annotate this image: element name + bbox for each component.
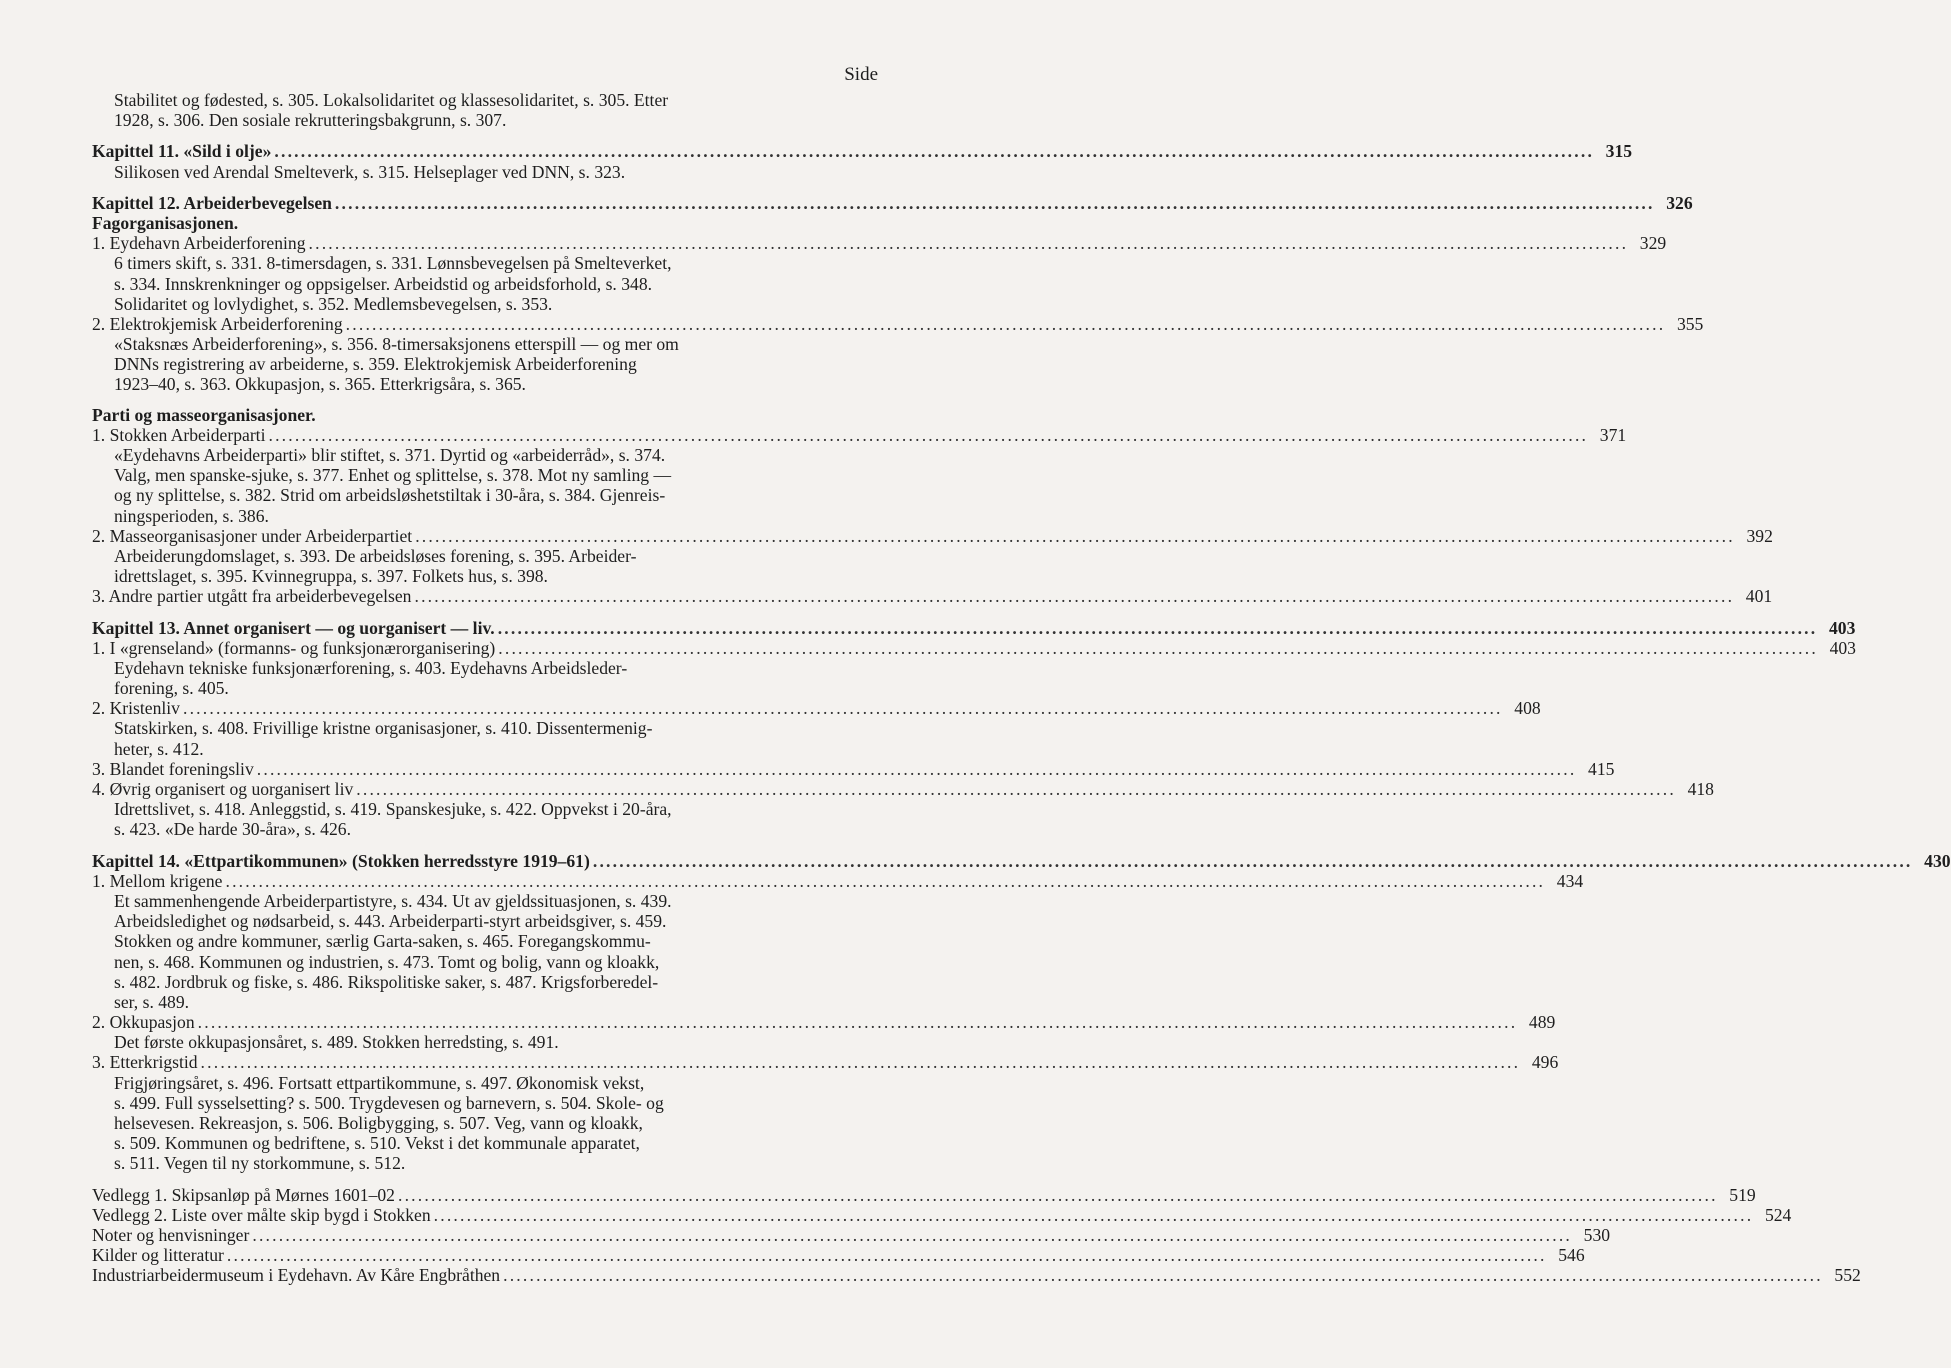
toc-description-line: Arbeidsledighet og nødsarbeid, s. 443. Arbeiderparti-styrt arbeidsgiver, s. 459. bbox=[114, 911, 667, 932]
toc-entry-title: Kapittel 12. Arbeiderbevegelsen bbox=[92, 192, 332, 213]
dot-leader: ........................................................................................................................................................................................................ bbox=[497, 617, 1818, 638]
toc-entry-title: Kapittel 13. Annet organisert — og uorganisert — liv. bbox=[92, 617, 495, 638]
dot-leader: ........................................................................................................................................................................................................ bbox=[503, 1265, 1823, 1286]
dot-leader: ........................................................................................................................................................................................................ bbox=[415, 525, 1735, 546]
toc-page-number: 418 bbox=[1687, 779, 1714, 799]
toc-description-line: Fagorganisasjonen. bbox=[92, 212, 239, 233]
toc-page-number: 546 bbox=[1558, 1245, 1585, 1266]
toc-description-line: s. 423. «De harde 30-åra», s. 426. bbox=[114, 819, 351, 840]
toc-description-line: s. 499. Full sysselsetting? s. 500. Trygdevesen og barnevern, s. 504. Skole- og bbox=[114, 1092, 664, 1113]
toc-entry bbox=[92, 525, 1773, 546]
toc-entry-title: Vedlegg 1. Skipsanløp på Mørnes 1601–02 bbox=[92, 1184, 395, 1205]
toc-page-number: 329 bbox=[1639, 233, 1667, 254]
toc-entry-title: Vedlegg 2. Liste over målte skip bygd i Stokken bbox=[92, 1204, 431, 1225]
toc-description-line: 1928, s. 306. Den sosiale rekrutteringsbakgrunn, s. 307. bbox=[114, 110, 507, 131]
toc-page-number: 401 bbox=[1745, 586, 1773, 607]
toc-entry-title: Kilder og litteratur bbox=[92, 1245, 224, 1266]
toc-page-number: 430 bbox=[1924, 850, 1951, 871]
toc-entry bbox=[92, 850, 1951, 871]
toc-entry-title: 2. Masseorganisasjoner under Arbeiderpartiet bbox=[92, 525, 413, 546]
toc-page-number: 355 bbox=[1676, 313, 1704, 334]
dot-leader: ........................................................................................................................................................................................................ bbox=[334, 192, 1655, 213]
dot-leader: ........................................................................................................................................................................................................ bbox=[182, 698, 1503, 719]
toc-entry-title: 1. I «grenseland» (formanns- og funksjonærorganisering) bbox=[92, 637, 496, 658]
toc-entry bbox=[92, 424, 1627, 445]
toc-entry-title: 1. Mellom krigene bbox=[92, 870, 223, 891]
dot-leader: ........................................................................................................................................................................................................ bbox=[226, 1245, 1547, 1266]
dot-leader: ........................................................................................................................................................................................................ bbox=[268, 424, 1589, 445]
toc-page-number: 403 bbox=[1829, 637, 1856, 658]
dot-leader: ........................................................................................................................................................................................................ bbox=[345, 313, 1666, 334]
toc-description-line: Det første okkupasjonsåret, s. 489. Stokken herredsting, s. 491. bbox=[114, 1032, 559, 1053]
toc-description-line: Parti og masseorganisasjoner. bbox=[92, 404, 316, 425]
toc-entry bbox=[92, 1224, 1611, 1245]
toc-entry bbox=[92, 586, 1773, 607]
dot-leader: ........................................................................................................................................................................................................ bbox=[397, 1184, 1718, 1205]
toc-description-line: Valg, men spanske-sjuke, s. 377. Enhet og splittelse, s. 378. Mot ny samling — bbox=[114, 465, 672, 486]
toc-entry-title: 2. Elektrokjemisk Arbeiderforening bbox=[92, 313, 343, 334]
toc-entry bbox=[92, 233, 1667, 254]
dot-leader: ........................................................................................................................................................................................................ bbox=[592, 850, 1913, 871]
toc-entry-title: Noter og henvisninger bbox=[92, 1224, 250, 1245]
toc-entry-title: 3. Etterkrigstid bbox=[92, 1052, 198, 1073]
toc-page-number: 408 bbox=[1514, 698, 1541, 719]
toc-entry bbox=[92, 1184, 1756, 1205]
toc-entry bbox=[92, 758, 1615, 779]
toc-page-number: 496 bbox=[1531, 1052, 1559, 1073]
toc-description-line: Arbeiderungdomslaget, s. 393. De arbeidsløses forening, s. 395. Arbeider- bbox=[114, 545, 637, 566]
toc-description-line: s. 509. Kommunen og bedriftene, s. 510. Vekst i det kommunale apparatet, bbox=[114, 1133, 640, 1154]
toc-page-number: 415 bbox=[1588, 758, 1615, 779]
toc-entry-title: 1. Stokken Arbeiderparti bbox=[92, 424, 266, 445]
dot-leader: ........................................................................................................................................................................................................ bbox=[414, 586, 1735, 607]
toc-page-number: 530 bbox=[1583, 1224, 1611, 1245]
toc-entry bbox=[92, 1265, 1861, 1286]
toc-description-line: Et sammenhengende Arbeiderpartistyre, s. 434. Ut av gjeldssituasjonen, s. 439. bbox=[114, 890, 672, 911]
toc-description-line: nen, s. 468. Kommunen og industrien, s. 473. Tomt og bolig, vann og kloakk, bbox=[114, 951, 660, 972]
toc-description-line: forening, s. 405. bbox=[114, 678, 229, 699]
toc-description-line: Stokken og andre kommuner, særlig Garta-saken, s. 465. Foregangskommu- bbox=[114, 931, 651, 952]
toc-page-number: 489 bbox=[1528, 1012, 1556, 1033]
toc-description-line: «Staksnæs Arbeiderforening», s. 356. 8-timersaksjonens etterspill — og mer om bbox=[114, 334, 679, 355]
toc-description-line: ningsperioden, s. 386. bbox=[114, 505, 269, 526]
toc-entry bbox=[92, 870, 1584, 891]
toc-description-line: Frigjøringsåret, s. 496. Fortsatt ettpartikommune, s. 497. Økonomisk vekst, bbox=[114, 1072, 645, 1093]
toc-page-number: 552 bbox=[1834, 1265, 1861, 1286]
toc-entry-title: Industriarbeidermuseum i Eydehavn. Av Kåre Engbråthen bbox=[92, 1265, 501, 1286]
toc-entry-title: 3. Andre partier utgått fra arbeiderbevegelsen bbox=[92, 586, 412, 607]
toc-description-line: 6 timers skift, s. 331. 8-timersdagen, s. 331. Lønnsbevegelsen på Smelteverket, bbox=[114, 253, 672, 274]
toc-entry bbox=[92, 698, 1541, 719]
toc-description-line: 1923–40, s. 363. Okkupasjon, s. 365. Etterkrigsåra, s. 365. bbox=[114, 374, 526, 395]
dot-leader: ........................................................................................................................................................................................................ bbox=[256, 758, 1577, 779]
toc-page-number: 392 bbox=[1746, 525, 1773, 546]
toc-description-line: Stabilitet og fødested, s. 305. Lokalsolidaritet og klassesolidaritet, s. 305. Etter bbox=[114, 90, 669, 110]
toc-entry-title: Kapittel 11. «Sild i olje» bbox=[92, 141, 272, 162]
toc-entry bbox=[92, 617, 1856, 638]
dot-leader: ........................................................................................................................................................................................................ bbox=[197, 1012, 1518, 1033]
toc-entry bbox=[92, 1012, 1556, 1033]
toc-entry bbox=[92, 313, 1704, 334]
toc-description-line: s. 482. Jordbruk og fiske, s. 486. Rikspolitiske saker, s. 487. Krigsforberedel- bbox=[114, 971, 659, 992]
dot-leader: ........................................................................................................................................................................................................ bbox=[225, 870, 1546, 891]
toc-page-number: 403 bbox=[1828, 617, 1856, 638]
toc-entry bbox=[92, 637, 1856, 658]
toc-entry bbox=[92, 1052, 1559, 1073]
toc-page-number: 315 bbox=[1605, 141, 1633, 162]
toc-entry-title: 2. Okkupasjon bbox=[92, 1012, 195, 1033]
toc-description-line: idrettslaget, s. 395. Kvinnegruppa, s. 397. Folkets hus, s. 398. bbox=[114, 566, 548, 587]
toc-page-number: 519 bbox=[1729, 1184, 1756, 1205]
toc-entry-title: 2. Kristenliv bbox=[92, 698, 180, 719]
dot-leader: ........................................................................................................................................................................................................ bbox=[308, 233, 1629, 254]
dot-leader: ........................................................................................................................................................................................................ bbox=[200, 1052, 1521, 1073]
toc-description-line: Silikosen ved Arendal Smelteverk, s. 315. Helseplager ved DNN, s. 323. bbox=[114, 161, 626, 182]
dot-leader: ........................................................................................................................................................................................................ bbox=[252, 1224, 1573, 1245]
toc-page-number: 326 bbox=[1666, 192, 1693, 213]
table-of-contents bbox=[92, 90, 1951, 1286]
toc-entry bbox=[92, 141, 1633, 162]
toc-description-line: heter, s. 412. bbox=[114, 738, 204, 759]
page-column-header: Side bbox=[844, 64, 878, 85]
toc-description-line: DNNs registrering av arbeiderne, s. 359. Elektrokjemisk Arbeiderforening bbox=[114, 354, 637, 375]
dot-leader: ........................................................................................................................................................................................................ bbox=[498, 637, 1818, 658]
toc-description-line: Idrettslivet, s. 418. Anleggstid, s. 419. Spanskesjuke, s. 422. Oppvekst i 20-åra, bbox=[114, 799, 672, 820]
toc-page-number: 524 bbox=[1764, 1204, 1792, 1225]
toc-entry-title: Kapittel 14. «Ettpartikommunen» (Stokken herredsstyre 1919–61) bbox=[92, 850, 590, 871]
toc-page-number: 371 bbox=[1599, 424, 1627, 445]
toc-description-line: Eydehavn tekniske funksjonærforening, s. 403. Eydehavns Arbeidsleder- bbox=[114, 657, 628, 678]
toc-description-line: helsevesen. Rekreasjon, s. 506. Boligbygging, s. 507. Veg, vann og kloakk, bbox=[114, 1113, 643, 1133]
toc-entry bbox=[92, 192, 1693, 213]
toc-entry-title: 3. Blandet foreningsliv bbox=[92, 758, 254, 779]
dot-leader: ........................................................................................................................................................................................................ bbox=[433, 1204, 1754, 1225]
toc-entry bbox=[92, 779, 1714, 799]
dot-leader: ........................................................................................................................................................................................................ bbox=[274, 141, 1595, 162]
toc-description-line: og ny splittelse, s. 382. Strid om arbeidsløshetstiltak i 30-åra, s. 384. Gjenreis- bbox=[114, 485, 666, 506]
toc-description-line: s. 511. Vegen til ny storkommune, s. 512. bbox=[114, 1153, 406, 1174]
toc-entry-title: 4. Øvrig organisert og uorganisert liv bbox=[92, 779, 354, 799]
toc-page-number: 434 bbox=[1556, 870, 1584, 891]
toc-entry bbox=[92, 1204, 1792, 1225]
toc-description-line: «Eydehavns Arbeiderparti» blir stiftet, s. 371. Dyrtid og «arbeiderråd», s. 374. bbox=[114, 445, 666, 465]
toc-entry bbox=[92, 1245, 1585, 1266]
toc-description-line: Solidaritet og lovlydighet, s. 352. Medlemsbevegelsen, s. 353. bbox=[114, 293, 553, 314]
toc-description-line: s. 334. Innskrenkninger og oppsigelser. Arbeidstid og arbeidsforhold, s. 348. bbox=[114, 273, 653, 294]
toc-description-line: ser, s. 489. bbox=[114, 991, 190, 1012]
dot-leader: ........................................................................................................................................................................................................ bbox=[356, 779, 1676, 799]
toc-entry-title: 1. Eydehavn Arbeiderforening bbox=[92, 233, 306, 254]
toc-description-line: Statskirken, s. 408. Frivillige kristne organisasjoner, s. 410. Dissentermenig- bbox=[114, 718, 653, 739]
